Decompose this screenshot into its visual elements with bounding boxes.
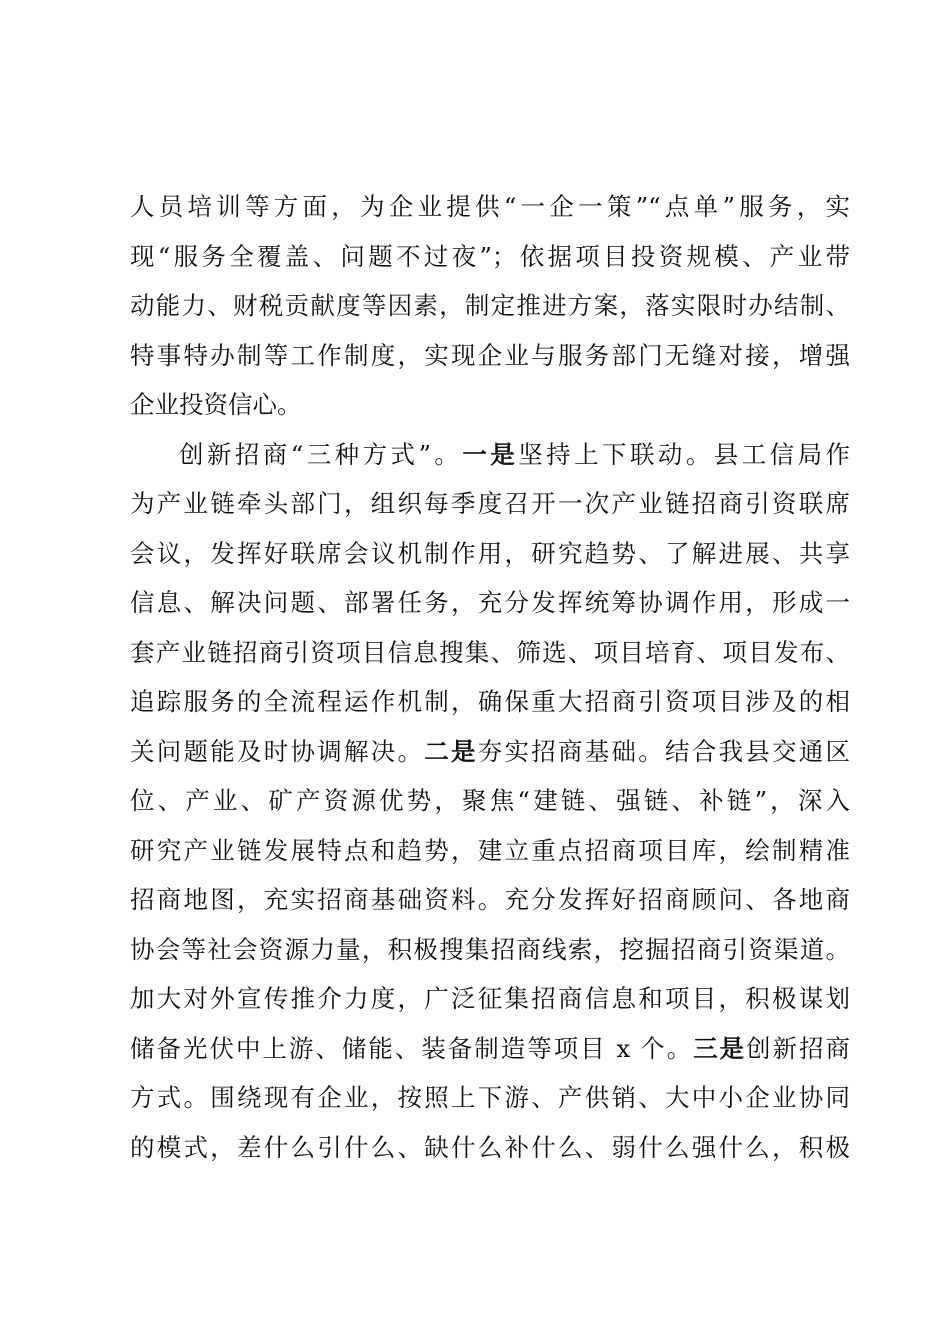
text-line (130, 430, 850, 480)
text-line (130, 628, 850, 678)
text-line-content (130, 1024, 850, 1074)
section-heading: 创新招商“三种方式”。 (179, 439, 463, 469)
text-line (130, 776, 850, 826)
text-line-content: 加大对外宣传推介力度，广泛征集招商信息和项目，积极谋划 (130, 984, 850, 1013)
text-line-content: 动能力、财税贡献度等因素，制定推进方案，落实限时办结制、 (130, 291, 850, 320)
bold-marker: 二是 (424, 736, 478, 766)
text-segment: 坚持上下联动。县工信局作 (518, 439, 851, 469)
body-text (130, 182, 850, 1172)
text-segment: 关问题能及时协调解决。 (130, 736, 425, 766)
text-line (130, 826, 850, 876)
text-line-content: 信息、解决问题、部署任务，充分发挥统筹协调作用，形成一 (130, 588, 850, 617)
text-line (130, 578, 850, 628)
bold-marker: 一是 (462, 439, 519, 469)
text-line (130, 380, 850, 430)
text-line-content: 企业投资信心。 (130, 390, 302, 419)
text-line (130, 281, 850, 331)
text-line (130, 925, 850, 975)
text-line (130, 1123, 850, 1173)
text-line (130, 1024, 850, 1074)
text-segment: 储备光伏中上游、储能、装备制造等项目 x 个。 (130, 1033, 694, 1063)
text-line-content: 位、产业、矿产资源优势，聚焦“建链、强链、补链”，深入 (130, 786, 850, 815)
text-line (130, 875, 850, 925)
bold-marker: 三是 (693, 1033, 747, 1063)
text-line-content: 追踪服务的全流程运作机制，确保重大招商引资项目涉及的相 (130, 687, 850, 716)
text-line-content: 的模式，差什么引什么、缺什么补什么、弱什么强什么，积极 (130, 1132, 850, 1162)
text-line-content: 现“服务全覆盖、问题不过夜”；依据项目投资规模、产业带 (130, 241, 850, 271)
text-line-content: 协会等社会资源力量，积极搜集招商线索，挖掘招商引资渠道。 (130, 934, 850, 964)
text-line-content: 招商地图，充实招商基础资料。充分发挥好招商顾问、各地商 (130, 885, 850, 914)
text-line (130, 232, 850, 282)
text-line-content: 会议，发挥好联席会议机制作用，研究趋势、了解进展、共享 (130, 538, 850, 568)
text-line (130, 331, 850, 381)
text-line (130, 182, 850, 232)
text-line (130, 677, 850, 727)
text-segment: 夯实招商基础。结合我县交通区 (477, 736, 850, 766)
text-line-content: 套产业链招商引资项目信息搜集、筛选、项目培育、项目发布、 (130, 637, 850, 667)
text-line (130, 974, 850, 1024)
text-line-content: 特事特办制等工作制度，实现企业与服务部门无缝对接，增强 (130, 340, 850, 370)
text-line-content: 为产业链牵头部门，组织每季度召开一次产业链招商引资联席 (130, 489, 850, 518)
text-line-content (179, 430, 850, 480)
text-line-content: 研究产业链发展特点和趋势，建立重点招商项目库，绘制精准 (130, 835, 850, 865)
text-line-content (130, 727, 850, 777)
text-line-content: 人员培训等方面，为企业提供“一企一策”“点单”服务，实 (130, 192, 850, 221)
text-line-content: 方式。围绕现有企业，按照上下游、产供销、大中小企业协同 (130, 1083, 850, 1112)
text-line (130, 727, 850, 777)
text-line (130, 1073, 850, 1123)
text-segment: 创新招商 (746, 1033, 851, 1063)
text-line (130, 529, 850, 579)
text-line (130, 479, 850, 529)
